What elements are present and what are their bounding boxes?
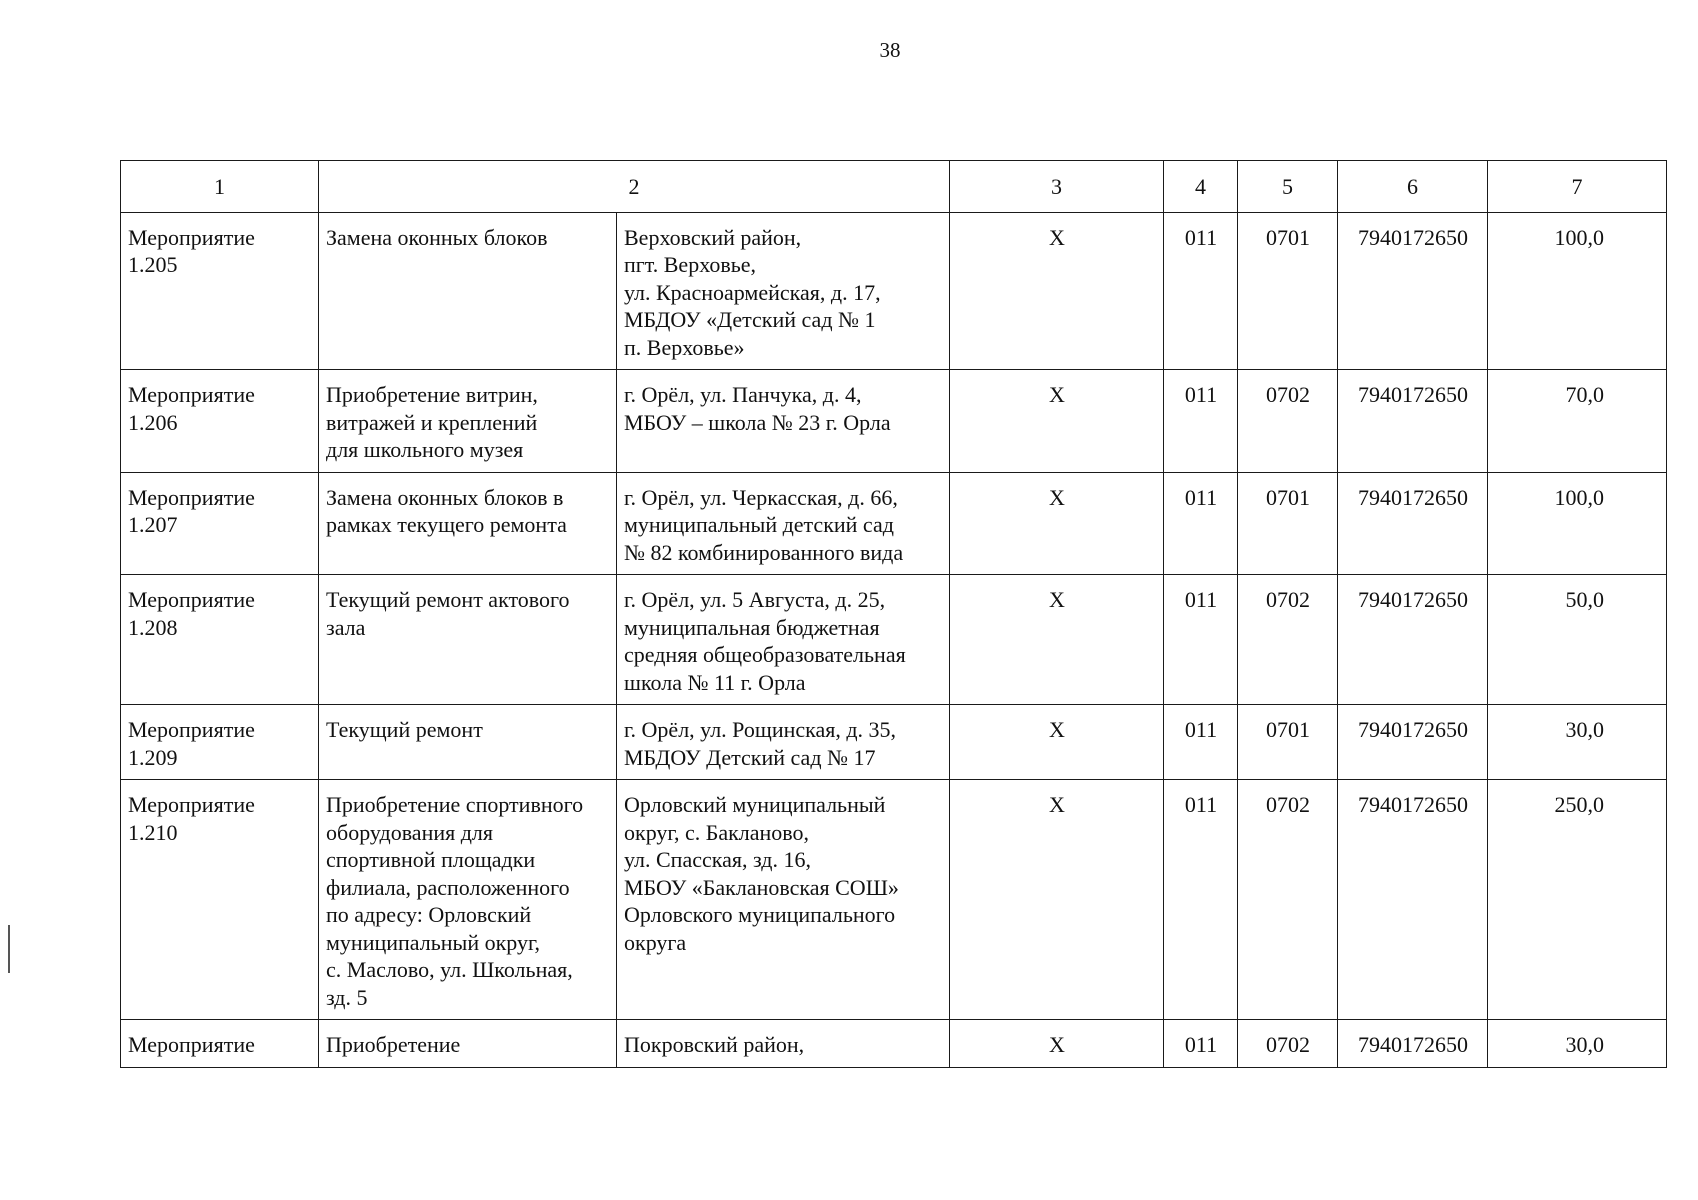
measure-description-cell xyxy=(319,780,617,1020)
measure-id-cell-line: Мероприятие xyxy=(128,587,255,612)
measure-id-cell-line: 1.207 xyxy=(128,512,178,537)
measure-description-cell-line: оборудования для xyxy=(326,819,494,845)
col-6-cell: 7940172650 xyxy=(1338,780,1488,1020)
amount-cell: 250,0 xyxy=(1488,780,1667,1020)
col-4-cell: 011 xyxy=(1164,212,1238,370)
measure-id-cell-line: 1.209 xyxy=(128,744,178,770)
measure-address-cell xyxy=(617,370,950,473)
amount-cell: 100,0 xyxy=(1488,472,1667,575)
measure-description-cell-line: для школьного музея xyxy=(326,437,524,462)
measures-table-wrapper xyxy=(120,160,1666,1068)
measure-id-cell xyxy=(121,1020,319,1068)
col-5-cell: 0702 xyxy=(1238,780,1338,1020)
measure-id-cell xyxy=(121,575,319,705)
col-5-cell: 0702 xyxy=(1238,1020,1338,1068)
measure-description-cell-line: Текущий ремонт актового xyxy=(326,587,570,612)
amount-cell: 100,0 xyxy=(1488,212,1667,370)
measure-description-cell-line: Замена оконных блоков в xyxy=(326,484,564,510)
measure-address-cell-line: школа № 11 г. Орла xyxy=(624,669,806,695)
measure-id-cell xyxy=(121,472,319,575)
measure-address-cell-line: Покровский район, xyxy=(624,1032,805,1057)
measure-address-cell-line: Верховский район, xyxy=(624,224,802,250)
col-3-cell: Х xyxy=(950,212,1164,370)
measure-id-cell-line: Мероприятие xyxy=(128,484,255,510)
col-6-cell: 7940172650 xyxy=(1338,1020,1488,1068)
measure-address-cell-line: муниципальный детский сад xyxy=(624,512,894,537)
header-col-7: 7 xyxy=(1488,161,1667,213)
measure-description-cell xyxy=(319,1020,617,1068)
col-6-cell: 7940172650 xyxy=(1338,472,1488,575)
table-row xyxy=(121,575,1667,705)
measure-address-cell-line: ул. Спасская, зд. 16, xyxy=(624,847,811,872)
measure-description-cell-line: зала xyxy=(326,614,366,640)
col-4-cell: 011 xyxy=(1164,1020,1238,1068)
col-4-cell: 011 xyxy=(1164,472,1238,575)
measure-description-cell-line: по адресу: Орловский xyxy=(326,902,532,927)
header-col-2: 2 xyxy=(319,161,950,213)
measure-description-cell-line: с. Маслово, ул. Школьная, xyxy=(326,957,573,982)
measure-description-cell xyxy=(319,212,617,370)
measure-id-cell-line: 1.208 xyxy=(128,614,178,640)
measure-address-cell-line: средняя общеобразовательная xyxy=(624,642,906,667)
table-row xyxy=(121,472,1667,575)
measure-address-cell-line: г. Орёл, ул. 5 Августа, д. 25, xyxy=(624,587,886,612)
measure-address-cell-line: Орловского муниципального xyxy=(624,902,896,927)
measure-address-cell-line: г. Орёл, ул. Рощинская, д. 35, xyxy=(624,717,897,742)
measure-id-cell xyxy=(121,212,319,370)
table-body xyxy=(121,212,1667,1067)
measure-id-cell xyxy=(121,705,319,780)
measure-id-cell-line: 1.205 xyxy=(128,252,178,277)
measure-address-cell-line: г. Орёл, ул. Панчука, д. 4, xyxy=(624,382,862,407)
amount-cell: 50,0 xyxy=(1488,575,1667,705)
measure-address-cell-line: г. Орёл, ул. Черкасская, д. 66, xyxy=(624,484,898,510)
col-6-cell: 7940172650 xyxy=(1338,212,1488,370)
col-6-cell: 7940172650 xyxy=(1338,575,1488,705)
measure-description-cell-line: Приобретение спортивного xyxy=(326,792,584,817)
col-5-cell: 0701 xyxy=(1238,472,1338,575)
measure-description-cell-line: зд. 5 xyxy=(326,984,368,1010)
measures-table xyxy=(120,160,1667,1068)
col-3-cell: Х xyxy=(950,472,1164,575)
amount-cell: 70,0 xyxy=(1488,370,1667,473)
col-6-cell: 7940172650 xyxy=(1338,370,1488,473)
table-row xyxy=(121,780,1667,1020)
measure-address-cell-line: пгт. Верховье, xyxy=(624,252,757,277)
header-col-6: 6 xyxy=(1338,161,1488,213)
scan-margin-mark xyxy=(8,925,10,973)
col-3-cell: Х xyxy=(950,575,1164,705)
header-col-3: 3 xyxy=(950,161,1164,213)
header-col-5: 5 xyxy=(1238,161,1338,213)
header-row xyxy=(121,161,1667,213)
measure-description-cell-line: Приобретение xyxy=(326,1032,461,1057)
col-5-cell: 0701 xyxy=(1238,705,1338,780)
measure-address-cell-line: округа xyxy=(624,929,687,955)
header-col-4: 4 xyxy=(1164,161,1238,213)
measure-address-cell-line: Орловский муниципальный xyxy=(624,792,886,817)
measure-address-cell xyxy=(617,472,950,575)
measure-description-cell-line: филиала, расположенного xyxy=(326,874,570,900)
col-5-cell: 0701 xyxy=(1238,212,1338,370)
col-3-cell: Х xyxy=(950,1020,1164,1068)
table-row xyxy=(121,705,1667,780)
amount-cell: 30,0 xyxy=(1488,1020,1667,1068)
col-6-cell: 7940172650 xyxy=(1338,705,1488,780)
col-5-cell: 0702 xyxy=(1238,575,1338,705)
col-3-cell: Х xyxy=(950,370,1164,473)
col-3-cell: Х xyxy=(950,705,1164,780)
measure-id-cell-line: Мероприятие xyxy=(128,792,255,817)
table-row xyxy=(121,1020,1667,1068)
col-4-cell: 011 xyxy=(1164,780,1238,1020)
header-col-1: 1 xyxy=(121,161,319,213)
measure-id-cell-line: 1.206 xyxy=(128,409,178,435)
col-4-cell: 011 xyxy=(1164,705,1238,780)
measure-description-cell-line: муниципальный округ, xyxy=(326,929,541,955)
measure-id-cell-line: Мероприятие xyxy=(128,224,255,250)
col-3-cell: Х xyxy=(950,780,1164,1020)
col-5-cell: 0702 xyxy=(1238,370,1338,473)
measure-address-cell-line: округ, с. Бакланово, xyxy=(624,819,810,845)
measure-description-cell xyxy=(319,370,617,473)
measure-address-cell-line: муниципальная бюджетная xyxy=(624,614,880,640)
amount-cell: 30,0 xyxy=(1488,705,1667,780)
measure-address-cell-line: п. Верховье» xyxy=(624,334,745,360)
measure-description-cell xyxy=(319,472,617,575)
measure-id-cell-line: 1.210 xyxy=(128,819,178,845)
measure-id-cell xyxy=(121,780,319,1020)
measure-description-cell-line: витражей и креплений xyxy=(326,409,538,435)
table-row xyxy=(121,370,1667,473)
measure-description-cell xyxy=(319,575,617,705)
measure-description-cell-line: Приобретение витрин, xyxy=(326,382,538,407)
measure-address-cell-line: МБДОУ Детский сад № 17 xyxy=(624,744,876,770)
col-4-cell: 011 xyxy=(1164,370,1238,473)
measure-address-cell xyxy=(617,1020,950,1068)
measure-address-cell-line: МБДОУ «Детский сад № 1 xyxy=(624,307,876,332)
measure-description-cell-line: рамках текущего ремонта xyxy=(326,512,567,537)
table-row xyxy=(121,212,1667,370)
page-number: 38 xyxy=(879,38,901,62)
measure-address-cell xyxy=(617,780,950,1020)
measure-id-cell xyxy=(121,370,319,473)
measure-address-cell-line: № 82 комбинированного вида xyxy=(624,539,904,565)
measure-description-cell xyxy=(319,705,617,780)
measure-id-cell-line: Мероприятие xyxy=(128,382,255,407)
measure-id-cell-line: Мероприятие xyxy=(128,717,255,742)
measure-description-cell-line: Замена оконных блоков xyxy=(326,224,548,250)
measure-address-cell xyxy=(617,705,950,780)
measure-id-cell-line: Мероприятие xyxy=(128,1032,255,1057)
measure-description-cell-line: Текущий ремонт xyxy=(326,717,483,742)
measure-address-cell xyxy=(617,575,950,705)
measure-address-cell-line: ул. Красноармейская, д. 17, xyxy=(624,279,881,305)
measure-address-cell xyxy=(617,212,950,370)
measure-address-cell-line: МБОУ – школа № 23 г. Орла xyxy=(624,409,891,435)
measure-address-cell-line: МБОУ «Баклановская СОШ» xyxy=(624,874,899,900)
col-4-cell: 011 xyxy=(1164,575,1238,705)
measure-description-cell-line: спортивной площадки xyxy=(326,847,536,872)
